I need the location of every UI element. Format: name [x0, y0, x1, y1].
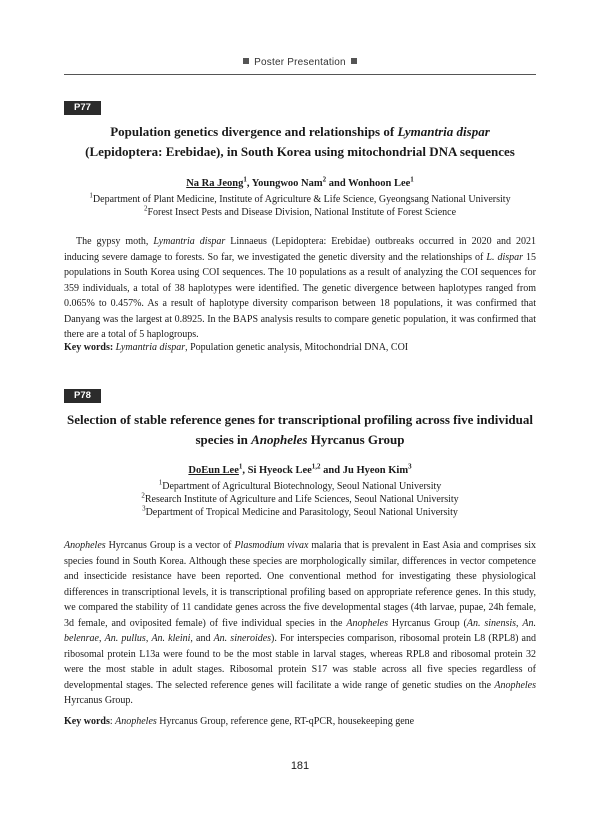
p77-title — [64, 122, 536, 162]
p77-keywords — [64, 341, 536, 355]
p77-title-line1 — [64, 122, 536, 142]
p77-abs-species: L. dispar — [486, 251, 524, 263]
p78-affiliation-3 — [64, 506, 536, 519]
p77-authors-block — [64, 177, 536, 219]
p78-affil3-text: Department of Tropical Medicine and Parasitology, Seoul National University — [145, 507, 458, 518]
p78-abs-text: ). For interspecies comparison, ribosomal protein L8 (RPL8) and ribosomal protein L13a were found to be the most stable in larval stages, whereas RPL8 and ribosomal protein 32 were the most stable in adult stages. Ribosomal protein S17 was stable across all five species regardless of developmental stages. The selected reference genes will facilitate a wide range of genetic studies on the — [64, 633, 536, 691]
p78-title — [64, 410, 536, 450]
p77-abstract — [64, 234, 536, 343]
square-bullet-icon — [351, 58, 357, 64]
section-header — [0, 57, 600, 68]
p78-and: and — [323, 465, 341, 476]
p78-abs-text: , — [99, 633, 105, 644]
p78-abs-species: An. belenrae — [64, 617, 537, 644]
p77-and: and — [328, 178, 346, 189]
p78-keyword-genus: Anopheles — [115, 716, 157, 727]
p77-author2: Youngwoo Nam — [251, 178, 323, 189]
p77-affil1-text: Department of Plant Medicine, Institute of Agriculture & Life Science, Gyeongsang National University — [92, 194, 511, 205]
p78-author3-sup: 3 — [408, 462, 412, 471]
p78-abs-text: , and — [190, 633, 214, 644]
p77-badge: P77 — [64, 101, 101, 115]
p78-abs-species: An. kleini — [151, 633, 191, 644]
p77-abs-text: The gypsy moth, — [76, 236, 154, 247]
square-bullet-icon — [243, 58, 249, 64]
page-number: 181 — [290, 760, 310, 772]
p77-author-presenter: Na Ra Jeong — [186, 178, 244, 189]
p77-author3-sup: 1 — [410, 175, 414, 184]
p78-title-line2 — [64, 430, 536, 450]
p78-abs-species: An. sineroides — [213, 633, 272, 644]
p78-title-text: species in — [195, 432, 252, 447]
p77-keywords-label: Key words: — [64, 342, 114, 353]
p78-abs-text: , — [516, 617, 523, 629]
p78-abs-text: Hyrcanus Group ( — [388, 617, 467, 629]
p77-author2-sup: 2 — [322, 175, 327, 184]
p77-title-text: Population genetics divergence and relationships of — [110, 124, 398, 139]
p78-abs-genus: Anopheles — [64, 540, 106, 551]
p77-keywords-text: , Population genetic analysis, Mitochondrial DNA, COI — [185, 342, 409, 353]
p78-author-presenter: DoEun Lee — [188, 465, 239, 476]
p77-author3: Wonhoon Lee — [348, 178, 411, 189]
p77-abs-text: 15 populations in South Korea using COI sequences. The 10 populations as a result of analyzing the COI sequences for 359 individuals, a total of 38 haplotypes were identified. The genetic divergence between haplotypes ranged from 0.065% to 0.457%. As a result of haplotype diversity comparison between 18 populations, it was confirmed that Danyang was the largest at 0.8925. In the BAPS analysis results to compare genetic population, it was confirmed that there are a total of 5 haplogroups. — [64, 251, 537, 340]
p78-abs-species: An. pullus — [104, 633, 146, 644]
p78-title-text: Hyrcanus Group — [307, 432, 405, 447]
p77-title-line2: (Lepidoptera: Erebidae), in South Korea using mitochondrial DNA sequences — [85, 144, 515, 159]
p78-keywords — [64, 715, 536, 729]
p78-abs-species: Plasmodium vivax — [234, 540, 309, 551]
p78-abs-text: , — [145, 633, 152, 644]
p78-title-line1: Selection of stable reference genes for transcriptional profiling across five individual — [66, 412, 534, 427]
p78-keywords-label: Key words — [64, 716, 110, 727]
p78-abs-species: An. sinensis — [466, 617, 517, 629]
p77-title-species: Lymantria dispar — [397, 124, 490, 139]
p78-author2-sup: 1,2 — [311, 462, 321, 471]
p78-affil2-sup: 2 — [141, 491, 145, 500]
p78-abs-genus: Anopheles — [494, 679, 536, 691]
p77-keyword-species: Lymantria dispar — [115, 342, 186, 353]
p78-affiliation-2 — [64, 493, 536, 506]
p78-badge: P78 — [64, 389, 101, 403]
p78-authors-block — [64, 464, 536, 519]
p77-affil2-sup: 2 — [143, 204, 148, 213]
p78-abs-text: Hyrcanus Group. — [64, 695, 133, 706]
p78-keywords-colon: : — [109, 716, 116, 727]
p78-author1-sup: 1 — [238, 462, 243, 471]
p77-affil1-sup: 1 — [89, 191, 93, 200]
p77-affiliation-2 — [64, 206, 536, 219]
p77-affiliation-1 — [64, 193, 536, 206]
p78-abs-text: Hyrcanus Group is a vector of — [105, 540, 235, 551]
p77-abs-species: Lymantria dispar — [153, 236, 226, 247]
p78-abs-genus: Anopheles — [346, 617, 388, 629]
p78-affil1-sup: 1 — [158, 478, 163, 487]
p78-keywords-text: Hyrcanus Group, reference gene, RT-qPCR, housekeeping gene — [156, 716, 415, 727]
p78-author3: Ju Hyeon Kim — [342, 465, 409, 476]
p78-affil1-text: Department of Agricultural Biotechnology, Seoul National University — [162, 481, 442, 492]
p78-author-names: DoEun Lee$^1$, Si Hyeock Lee$^{1,2}$ and Ju Hyeon Kim$^3$ — [188, 462, 412, 476]
p77-abs-text: Linnaeus (Lepidoptera: Erebidae) outbreaks occurred in 2020 and 2021 inducing severe damage to forests. So far, we investigated the genetic diversity and the relationships of — [64, 236, 536, 263]
section-header-title: Poster Presentation — [254, 57, 346, 68]
p78-affil2-text: Research Institute of Agriculture and Life Sciences, Seoul National University — [144, 494, 459, 505]
p78-affiliation-1 — [64, 480, 536, 493]
p78-affil3-sup: 3 — [142, 504, 146, 513]
p77-author1-sup: 1 — [243, 175, 247, 184]
p77-affil2-text: Forest Insect Pests and Disease Division, National Institute of Forest Science — [147, 207, 457, 218]
p77-author-names: Na Ra Jeong$^1$, Youngwoo Nam$^2$ and Wonhoon Lee$^1$ — [186, 175, 414, 189]
p78-abstract — [64, 538, 536, 709]
p78-author2: Si Hyeock Lee — [247, 465, 312, 476]
p78-title-genus: Anopheles — [251, 432, 308, 447]
p78-abs-text: malaria that is prevalent in East Asia and comprises six species found in South Korea. Although these species are morphologically similar, differences in vector competence and insecticide resistance have been reported. One conventional method for investigating these physiological differences in transcriptional levels, it is transcriptional profiling based on appropriate reference genes. In this study, we compared the stability of 11 candidate genes across the five developmental stages (4th larvae, pupae, 24h female, 3d female, and oviposited female) of five individual species in the — [64, 540, 537, 629]
header-divider — [64, 74, 536, 75]
